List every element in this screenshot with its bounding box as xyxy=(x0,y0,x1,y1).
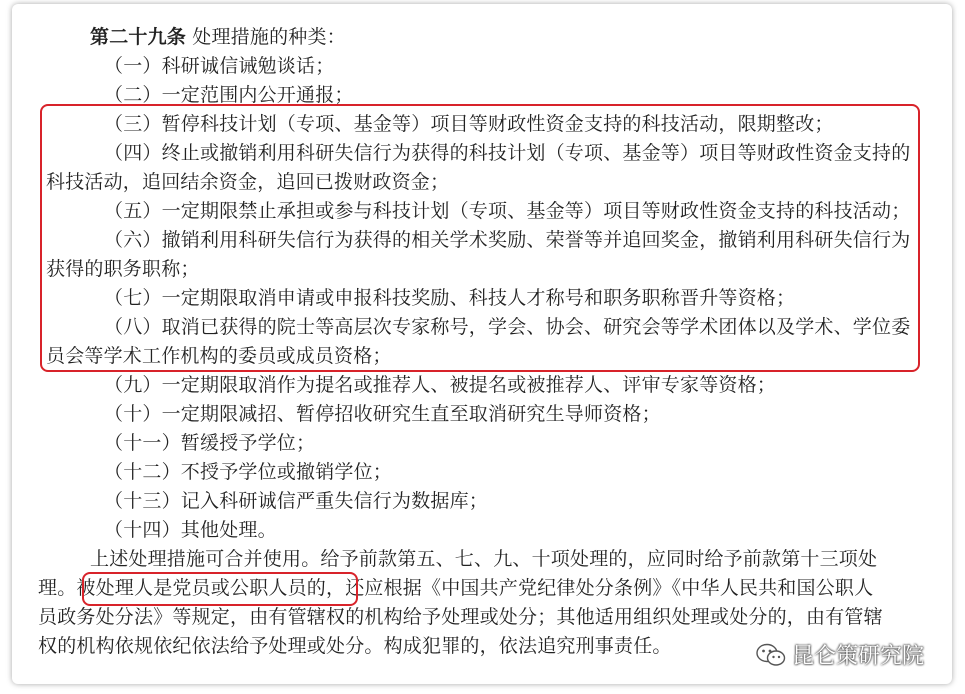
measure-line: （十）一定期限减招、暂停招收研究生直至取消研究生导师资格； xyxy=(104,403,661,425)
paragraph-line: 员政务处分法》等规定，由有管辖权的机构给予处理或处分；其他适用组织处理或处分的，由有管辖 xyxy=(38,606,883,628)
measure-line: （一）科研诚信诫勉谈话； xyxy=(104,55,335,77)
measure-line: （二）一定范围内公开通报； xyxy=(104,84,354,106)
watermark xyxy=(756,639,924,670)
paragraph-line: 上述处理措施可合并使用。给予前款第五、七、九、十项处理的，应同时给予前款第十三项处 xyxy=(90,548,878,570)
measure-line: （五）一定期限禁止承担或参与科技计划（专项、基金等）项目等财政性资金支持的科技活动； xyxy=(104,200,911,222)
measure-line: （十三）记入科研诚信严重失信行为数据库； xyxy=(104,490,489,512)
paragraph-line: 理。被处理人是党员或公职人员的，还应根据《中国共产党纪律处分条例》《中华人民共和国公职人 xyxy=(38,577,874,599)
measure-line: （十四）其他处理。 xyxy=(104,519,277,541)
article-number: 第二十九条 xyxy=(90,26,187,48)
measure-line: （十一）暂缓授予学位； xyxy=(104,432,316,454)
measure-line: （四）终止或撤销利用科研失信行为获得的科技计划（专项、基金等）项目等财政性资金支持的 xyxy=(104,142,911,164)
measure-line: 科技活动，追回结余资金，追回已拨财政资金； xyxy=(46,171,450,193)
measure-line: 获得的职务职称； xyxy=(46,258,200,280)
measure-line: （三）暂停科技计划（专项、基金等）项目等财政性资金支持的科技活动，限期整改； xyxy=(104,113,834,135)
measure-line: （六）撤销利用科研失信行为获得的相关学术奖励、荣誉等并追回奖金，撤销利用科研失信行为 xyxy=(104,229,911,251)
paragraph-line: 权的机构依规依纪依法给予处理或处分。构成犯罪的，依法追究刑事责任。 xyxy=(38,635,672,657)
measure-line: （七）一定期限取消申请或申报科技奖励、科技人才称号和职务职称晋升等资格； xyxy=(104,287,796,309)
watermark-text: 昆仑策研究院 xyxy=(791,644,924,669)
measure-line: （十二）不授予学位或撤销学位； xyxy=(104,461,393,483)
highlight-box-measures xyxy=(40,104,920,372)
highlight-box-party-member xyxy=(82,572,358,606)
wechat-icon xyxy=(756,642,786,668)
document-card xyxy=(12,4,952,684)
article-title: 处理措施的种类： xyxy=(192,26,346,48)
measure-line: （八）取消已获得的院士等高层次专家称号，学会、协会、研究会等学术团体以及学术、学位委 xyxy=(104,316,911,338)
measure-line: 员会等学术工作机构的委员或成员资格； xyxy=(46,345,392,367)
measure-line: （九）一定期限取消作为提名或推荐人、被提名或被推荐人、评审专家等资格； xyxy=(104,374,777,396)
article-heading xyxy=(90,26,346,48)
